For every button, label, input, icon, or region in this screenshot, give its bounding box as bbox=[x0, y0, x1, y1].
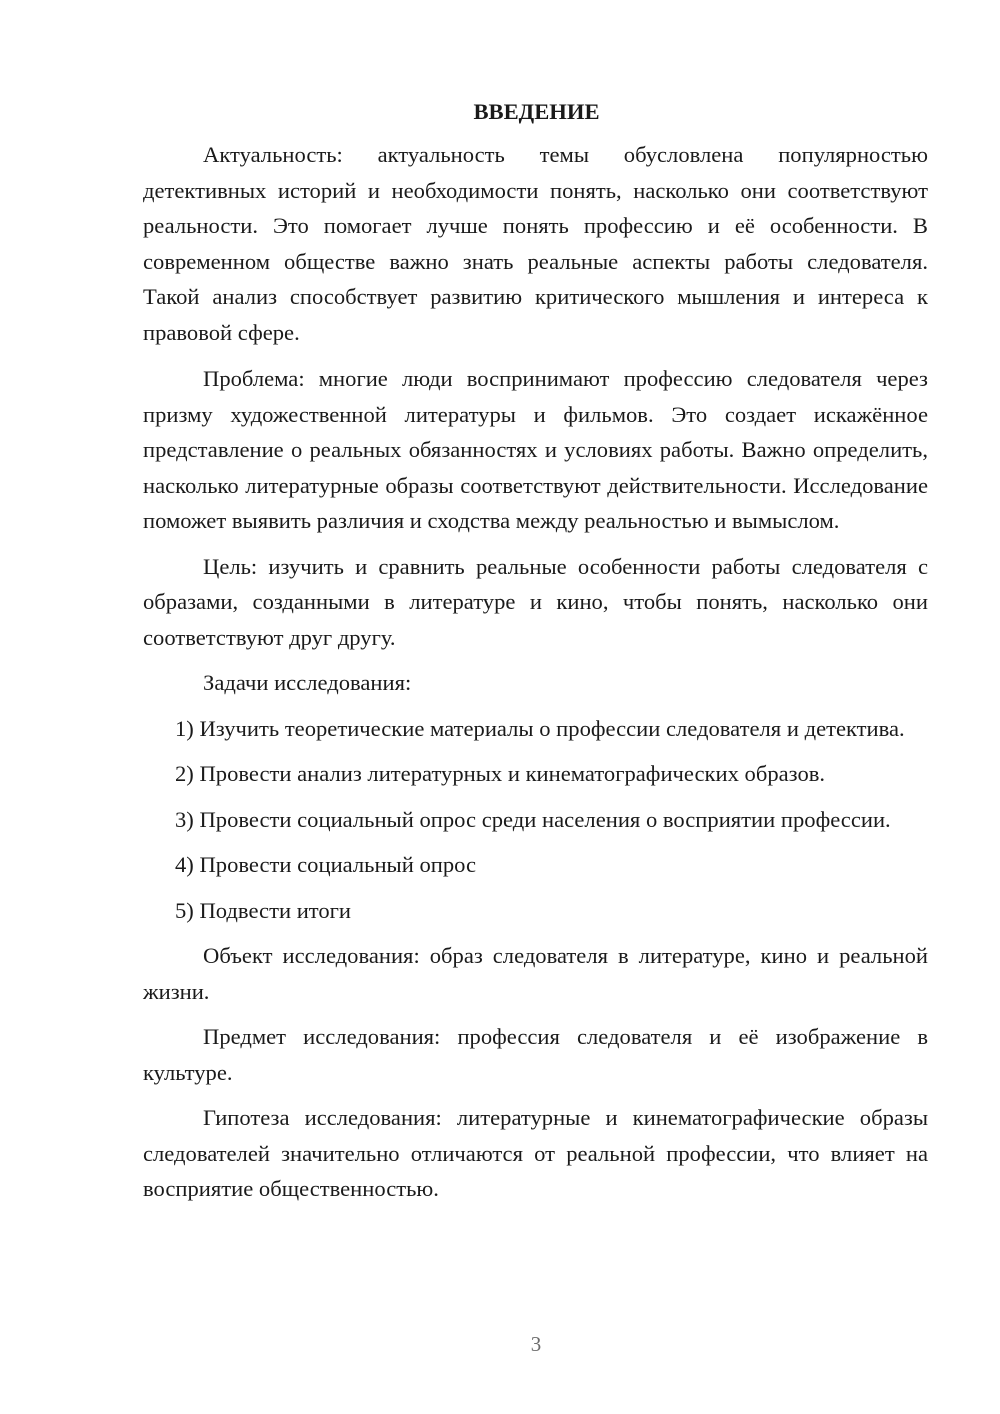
paragraph-problem: Проблема: многие люди воспринимают профессию следователя через призму художественной литературы и фильмов. Это создает искажённое представление о реальных обязанностях и условиях работы. Важно определить, насколько литературные образы соответствуют действительности. Исследование поможет выявить различия и сходства между реальностью и вымыслом. bbox=[143, 366, 928, 533]
paragraph-goal: Цель: изучить и сравнить реальные особенности работы следователя с образами, созданными в литературе и кино, чтобы понять, насколько они соответствуют друг другу. bbox=[143, 553, 928, 650]
task-item: 2) Провести анализ литературных и кинематографических образов. bbox=[175, 761, 826, 786]
task-item: 3) Провести социальный опрос среди населения о восприятии профессии. bbox=[175, 806, 891, 832]
paragraph-object: Объект исследования: образ следователя в литературе, кино и реальной жизни. bbox=[143, 943, 928, 1004]
task-item: 5) Подвести итоги bbox=[175, 897, 352, 923]
tasks-heading: Задачи исследования: bbox=[203, 670, 412, 695]
paragraph-relevance: Актуальность: актуальность темы обусловлена популярностью детективных историй и необходимости понять, насколько они соответствуют реальности. Это помогает лучше понять профессию и её особенности. В современном обществе важно знать реальные аспекты работы следователя. Такой анализ способствует развитию критического мышления и интереса к правовой сфере. bbox=[143, 142, 928, 345]
page-number: 3 bbox=[530, 1332, 542, 1356]
paragraph-subject: Предмет исследования: профессия следователя и её изображение в культуре. bbox=[143, 1024, 928, 1085]
paragraph-hypothesis: Гипотеза исследования: литературные и кинематографические образы следователей значительно отличаются от реальной профессии, что влияет на восприятие общественностью. bbox=[143, 1105, 928, 1201]
page-content bbox=[143, 94, 928, 1207]
task-item: 1) Изучить теоретические материалы о профессии следователя и детектива. bbox=[175, 715, 905, 741]
task-item: 4) Провести социальный опрос bbox=[175, 852, 477, 877]
section-title: ВВЕДЕНИЕ bbox=[473, 99, 600, 124]
